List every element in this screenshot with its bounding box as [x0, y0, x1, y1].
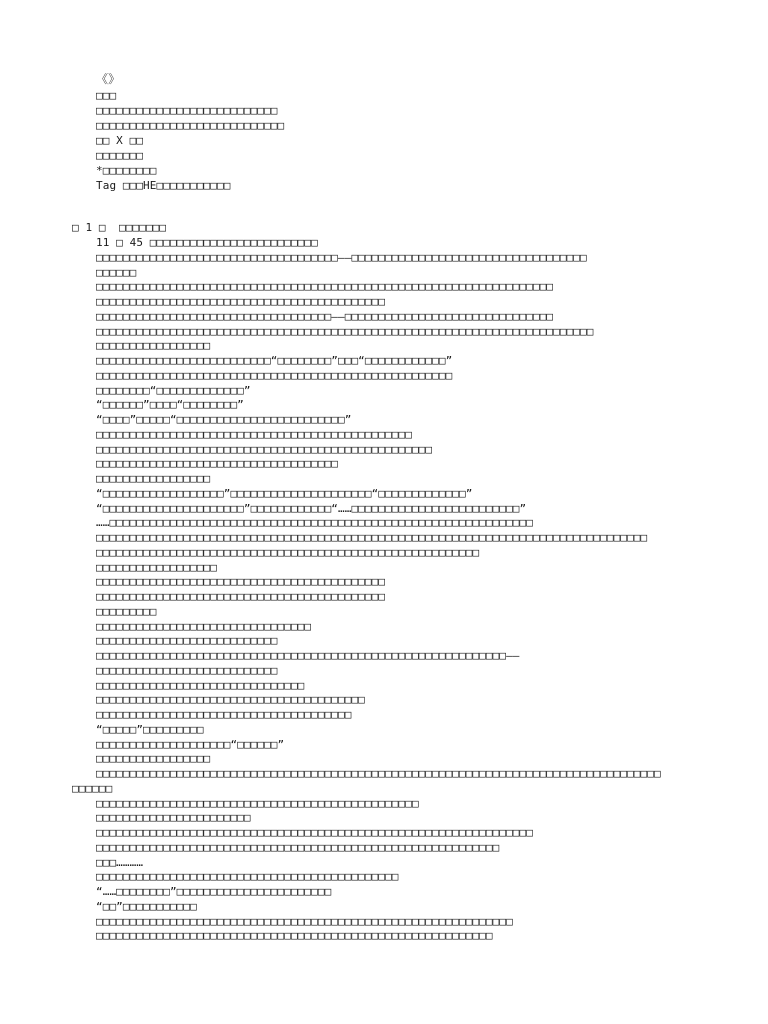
paragraph-line: □□□□□□□□□□□□□□□□□□□□□□□□□□□: [96, 634, 278, 647]
paragraph-line: □□□□□□□□□□□□□□□□□□□□□□□□□□“□□□□□□□□”□□□“□□□□□□□□□□□□”: [96, 354, 453, 367]
paragraph-line: □□□□□□□□□□□□□□□□□□□□□□□□□□□□□□□□□□□□□□: [96, 708, 352, 721]
paragraph-line: □□□□□□□□□□□□□□□□□□□□□□□□□□□□□□□□: [96, 620, 312, 633]
paragraph-line: □□□□□□□□□□□□□□□□□□□□□□□□□□□□□□□□□□□□——□□□□□□□□□□□□□□□□□□□□□□□□□□□□□□□□□□□: [96, 251, 587, 264]
paragraph-line: □□□□□□□□□□□□□□□□□□□□“□□□□□□”: [96, 738, 285, 751]
paragraph-line: □□□□□□□□□□□□□□□□□□□□□□□□□□□□□□□□□□□□□□□□□□□□□□□□: [96, 797, 419, 810]
paragraph-line: □□□□□□□□□□□□□□□□□□□□□□□□□□□□□□□□□□□□□□□□□□□□□□□□□□□□□□□□□□□: [96, 929, 493, 942]
paragraph-line: □□□□□□□□□□□□□□□□□□□□□□□□□□□□□□□□□□□□□□□□□□□□□□□□□□□□□□□□□□□□□□□□□□□□: [96, 280, 554, 293]
paragraph-line: □□□□□□□□□□□□□□□□□□□□□□□□□□□: [96, 664, 278, 677]
paragraph-line: “□□”□□□□□□□□□□□: [96, 900, 197, 913]
paragraph-line: □□□□□□: [96, 266, 137, 279]
chapter-title: □ 1 □ □□□□□□□: [72, 221, 167, 234]
header-line: □□□□□□□: [96, 149, 144, 162]
paragraph-line: “□□□□□”□□□□□□□□□: [96, 723, 204, 736]
paragraph-line: □□□□□□□□□□□□□□□□□□□□□□□□□□□□□□□□□□□□□□□□□□□□□□□□□□□□□□□□□□□□□□□□□□□□□□□□□□: [96, 325, 594, 338]
paragraph-line: □□□□□□□□□□□□□□□□□□□□□□□□□□□□□□□□□□□□□□□□□□□□□□□□□□□□□□□□□: [96, 546, 480, 559]
paragraph-line: □□□□□□□□□□□□□□□□□□□□□□□□□□□□□□□□□□□□□□□□□□□□□□□: [96, 428, 412, 441]
paragraph-line: □□□□□□□□□: [96, 605, 157, 618]
paragraph-line: □□□□□□□□□□□□□□□□□□□□□□□□□□□□□□□□□□□□□□□□□□□: [96, 295, 386, 308]
paragraph-line: □□□□□□□□□□□□□□□□□□□□□□□□□□□□□□□: [96, 679, 305, 692]
paragraph-line: □□□□□□□□□□□□□□□□□□□□□□□: [96, 811, 251, 824]
paragraph-line: □□□□□□□□□□□□□□□□□□□□□□□□□□□□□□□□□□□□□□□□□□□□□□□□□□□□□□□□□□□□□□: [96, 915, 513, 928]
header-line: *□□□□□□□□: [96, 164, 157, 177]
paragraph-line: ……□□□□□□□□□□□□□□□□□□□□□□□□□□□□□□□□□□□□□□□□□□□□□□□□□□□□□□□□□□□□□□□: [96, 516, 533, 529]
paragraph-line: □□□□□□□□□□□□□□□□□□□□□□□□□□□□□□□□□□□□□□□□□□□□□□□□□□□□□□□□□□□□: [96, 841, 500, 854]
paragraph-line: 11 □ 45 □□□□□□□□□□□□□□□□□□□□□□□□□: [96, 236, 318, 249]
paragraph-line: “……□□□□□□□□”□□□□□□□□□□□□□□□□□□□□□□□: [96, 885, 332, 898]
paragraph-line: □□□□□□□□□□□□□□□□□□□□□□□□□□□□□□□□□□□□□□□□□□□□□□□□□□: [96, 443, 433, 456]
book-title: 《》: [96, 72, 121, 86]
paragraph-line: “□□□□□□□□□□□□□□□□□□□□□”□□□□□□□□□□□□“……□□□□□□□□□□□□□□□□□□□□□□□□□”: [96, 502, 527, 515]
header-line: Tag □□□HE□□□□□□□□□□□: [96, 179, 231, 192]
header-line: □□□□□□□□□□□□□□□□□□□□□□□□□□□□: [96, 119, 285, 132]
paragraph-line: □□□□□□□□□□□□□□□□□□□□□□□□□□□□□□□□□□□□: [96, 457, 339, 470]
paragraph-line: □□□□□□□□□□□□□□□□□□□□□□□□□□□□□□□□□□□□□□□□□□□: [96, 590, 386, 603]
paragraph-line: □□□□□□: [72, 782, 113, 795]
paragraph-line: □□□□□□□□□□□□□□□□□□□□□□□□□□□□□□□□□□□□□□□□□□□□□□□□□□□□□□□□□□□□□□□□□□□□□□□□□□□□□□□□□□□□: [96, 767, 661, 780]
paragraph-line: “□□□□□□”□□□□“□□□□□□□□”: [96, 398, 244, 411]
paragraph-line: “□□□□□□□□□□□□□□□□□□”□□□□□□□□□□□□□□□□□□□□□“□□□□□□□□□□□□□”: [96, 487, 473, 500]
paragraph-line: □□□□□□□□□□□□□□□□□□□□□□□□□□□□□□□□□□□□□□□□□□□: [96, 575, 386, 588]
paragraph-line: □□□□□□□□□□□□□□□□□□□□□□□□□□□□□□□□□□□□□□□□□□□□□□□□□□□□□□□□□□□□□——: [96, 649, 520, 662]
paragraph-line: □□□□□□□□□□□□□□□□□□□□□□□□□□□□□□□□□□□□□□□□□□□□□□□□□□□□□□□□□□□□□□□□□□□□□□□□□□□□□□□□□□: [96, 531, 648, 544]
paragraph-line: □□□□□□□□□□□□□□□□□: [96, 339, 211, 352]
paragraph-line: □□□□□□□□□□□□□□□□□: [96, 472, 211, 485]
paragraph-line: □□□□□□□□□□□□□□□□□: [96, 752, 211, 765]
header-line: □□□□□□□□□□□□□□□□□□□□□□□□□□□: [96, 104, 278, 117]
paragraph-line: □□□□□□□□□□□□□□□□□□□□□□□□□□□□□□□□□□□□□□□□□□□□□: [96, 870, 399, 883]
header-line: □□ X □□: [96, 134, 144, 147]
paragraph-line: □□□□□□□□□□□□□□□□□□□□□□□□□□□□□□□□□□□□□□□□□□□□□□□□□□□□□□□□□□□□□□□□□: [96, 826, 533, 839]
paragraph-line: □□□□□□□□□□□□□□□□□□: [96, 561, 218, 574]
paragraph-line: □□□□□□□□□□□□□□□□□□□□□□□□□□□□□□□□□□□——□□□□□□□□□□□□□□□□□□□□□□□□□□□□□□□: [96, 310, 554, 323]
paragraph-line: □□□□□□□□“□□□□□□□□□□□□□”: [96, 384, 251, 397]
paragraph-line: □□□…………: [96, 856, 144, 869]
paragraph-line: □□□□□□□□□□□□□□□□□□□□□□□□□□□□□□□□□□□□□□□□: [96, 693, 365, 706]
paragraph-line: □□□□□□□□□□□□□□□□□□□□□□□□□□□□□□□□□□□□□□□□□□□□□□□□□□□□□: [96, 369, 453, 382]
header-line: □□□: [96, 89, 117, 102]
paragraph-line: “□□□□”□□□□□“□□□□□□□□□□□□□□□□□□□□□□□□□”: [96, 413, 352, 426]
